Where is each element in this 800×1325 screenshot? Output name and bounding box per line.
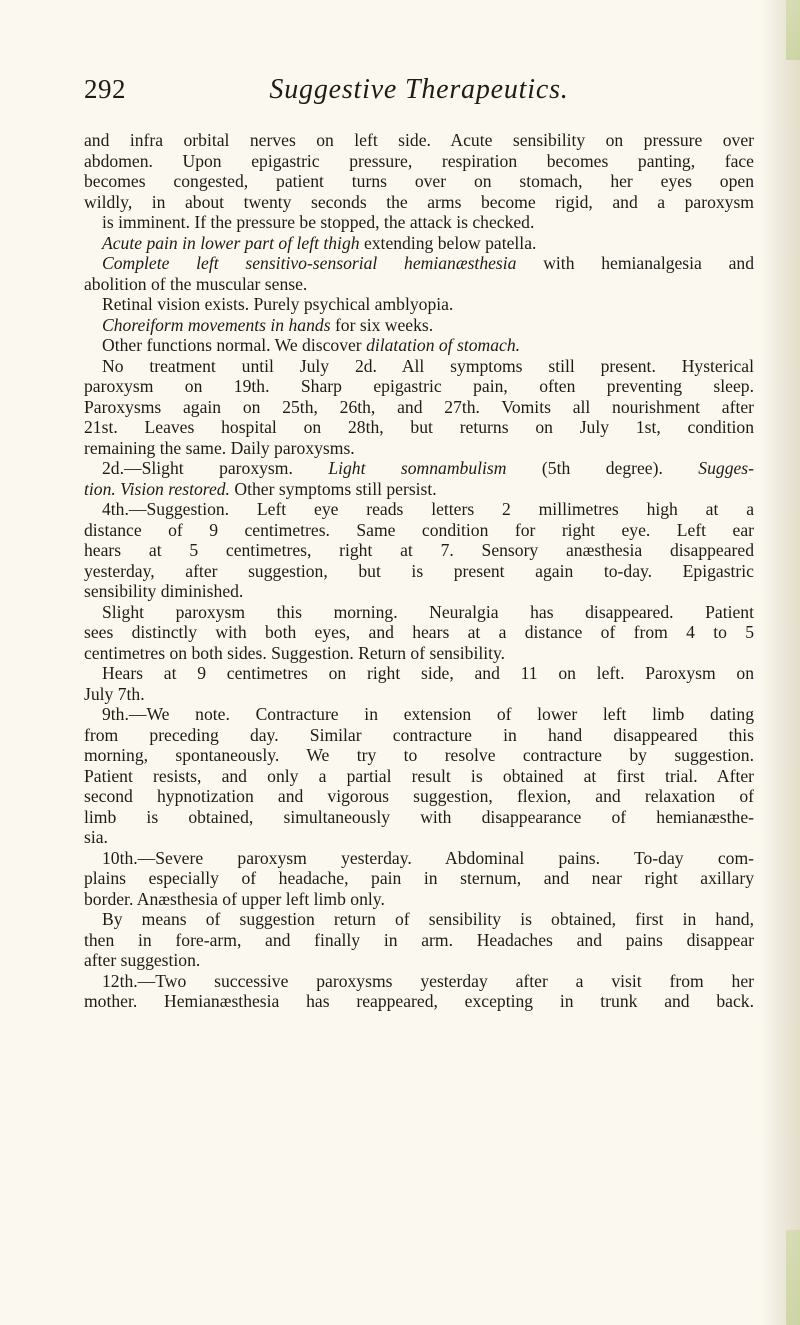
page-number: 292 (84, 74, 126, 104)
text-line: centimetres on both sides. Suggestion. Return of sensibility. (84, 642, 506, 663)
text-line: 4th.—Suggestion. Left eye reads letters 2 millimetres high at a (102, 499, 754, 519)
text-line: 10th.—Severe paroxysm yesterday. Abdominal pains. To-day com- (102, 847, 754, 868)
text-line: 9th.—We note. Contracture in extension of lower left limb dating (102, 704, 754, 724)
text-line: sia. (84, 827, 108, 847)
text-line: wildly, in about twenty seconds the arms become rigid, and a paroxysm (84, 191, 754, 212)
text-line: 12th.—Two successive paroxysms yesterday after a visit from her (102, 970, 754, 991)
text-line: from preceding day. Similar contracture in hand disappeared this (84, 724, 754, 745)
text-line: and infra orbital nerves on left side. Acute sensibility on pressure over (84, 130, 754, 150)
text-line: sees distinctly with both eyes, and hears at a distance of from 4 to 5 (84, 622, 754, 642)
text-line: plains especially of headache, pain in sternum, and near right axillary (84, 868, 754, 888)
text-line: is imminent. If the pressure be stopped, the attack is checked. (102, 212, 535, 232)
text-line: Choreiform movements in hands for six weeks. (102, 314, 434, 335)
text-line: sensibility diminished. (84, 581, 244, 601)
text-line: No treatment until July 2d. All symptoms still present. Hysterical (102, 355, 754, 376)
text-line: mother. Hemianæsthesia has reappeared, excepting in trunk and back. (84, 991, 754, 1011)
text-line: abolition of the muscular sense. (84, 273, 308, 294)
page-header (84, 74, 754, 114)
text-line: Complete left sensitivo-sensorial hemianæsthesia with hemianalgesia and (102, 253, 754, 273)
text-line: Patient resists, and only a partial result is obtained at first trial. After (84, 765, 754, 786)
text-line: Paroxysms again on 25th, 26th, and 27th. Vomits all nourishment after (84, 396, 754, 417)
text-line: morning, spontaneously. We try to resolve contracture by suggestion. (84, 745, 754, 765)
text-line: border. Anæsthesia of upper left limb only. (84, 888, 385, 909)
body-text (84, 130, 754, 1012)
text-line: remaining the same. Daily paroxysms. (84, 437, 355, 458)
text-line: By means of suggestion return of sensibility is obtained, first in hand, (102, 909, 754, 929)
text-line: then in fore-arm, and finally in arm. Headaches and pains disappear (84, 929, 754, 950)
text-line: distance of 9 centimetres. Same condition for right eye. Left ear (84, 519, 754, 540)
text-line: Retinal vision exists. Purely psychical amblyopia. (102, 294, 454, 314)
page-edge-stain-bottom (786, 1230, 800, 1325)
text-line: Hears at 9 centimetres on right side, and 11 on left. Paroxysm on (102, 663, 754, 683)
text-line: Slight paroxysm this morning. Neuralgia has disappeared. Patient (102, 601, 754, 622)
text-line: yesterday, after suggestion, but is present again to-day. Epigastric (84, 560, 754, 581)
text-line: after suggestion. (84, 950, 201, 970)
text-line: 21st. Leaves hospital on 28th, but returns on July 1st, condition (84, 417, 754, 437)
text-line: tion. Vision restored. Other symptoms still persist. (84, 478, 437, 499)
page-edge-shadow (760, 0, 800, 1325)
page-edge-stain-top (786, 0, 800, 60)
text-line: Other functions normal. We discover dilatation of stomach. (102, 335, 521, 355)
running-title: Suggestive Therapeutics. (269, 74, 569, 105)
text-line: paroxysm on 19th. Sharp epigastric pain, often preventing sleep. (84, 376, 754, 396)
text-line: 2d.—Slight paroxysm. Light somnambulism (5th degree). Sugges- (102, 458, 754, 478)
text-line: hears at 5 centimetres, right at 7. Sensory anæsthesia disappeared (84, 540, 754, 560)
text-line: limb is obtained, simultaneously with disappearance of hemianæsthe- (84, 806, 754, 827)
text-line: second hypnotization and vigorous suggestion, flexion, and relaxation of (84, 786, 754, 806)
text-line: July 7th. (84, 683, 145, 704)
text-line: abdomen. Upon epigastric pressure, respiration becomes panting, face (84, 150, 754, 171)
text-line: becomes congested, patient turns over on stomach, her eyes open (84, 171, 754, 191)
text-line: Acute pain in lower part of left thigh extending below patella. (102, 232, 537, 253)
